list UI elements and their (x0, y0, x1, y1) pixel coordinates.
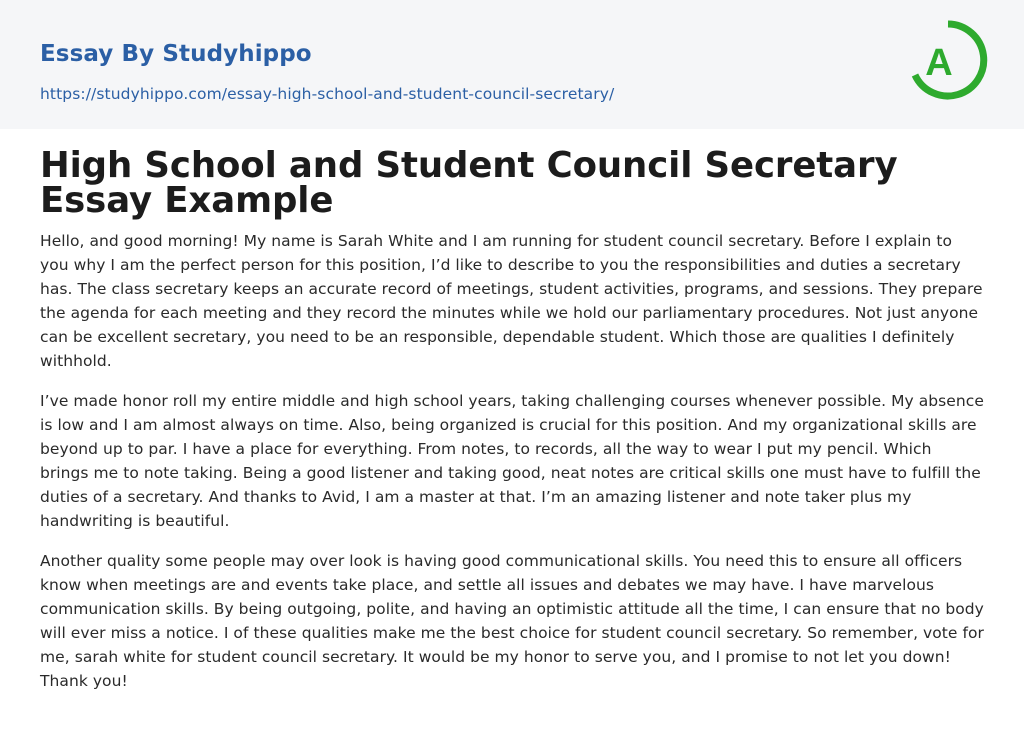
essay-paragraph-2: I’ve made honor roll my entire middle and high school years, taking challenging courses whenever possible. My absence is low and I am almost always on time. Also, being organized is crucial for this position. And my organizational skills are beyond up to par. I have a place for everything. From notes, to records, all the way to wear I put my pencil. Which brings me to note taking. Being a good listener and taking good, neat notes are critical skills one must have to fulfill the duties of a secretary. And thanks to Avid, I am a master at that. I’m an amazing listener and note taker plus my handwriting is beautiful. (40, 392, 984, 530)
article (0, 145, 1024, 693)
page-url-link[interactable]: https://studyhippo.com/essay-high-school-and-student-council-secretary/ (40, 85, 615, 103)
site-header (0, 0, 1024, 129)
essay-paragraph-1: Hello, and good morning! My name is Sarah White and I am running for student council secretary. Before I explain to you why I am the perfect person for this position, I’d like to describe to you the responsibilities and duties a secretary has. The class secretary keeps an accurate record of meetings, student activities, programs, and sessions. They prepare the agenda for each meeting and they record the minutes while we hold our parliamentary procedures. Not just anyone can be excellent secretary, you need to be an responsible, dependable student. Which those are qualities I definitely withhold. (40, 232, 983, 370)
page-title: High School and Student Council Secretary Essay Example (40, 145, 898, 221)
studyhippo-logo-icon[interactable] (908, 18, 988, 106)
site-title[interactable]: Essay By Studyhippo (40, 41, 312, 67)
logo-letter: A (925, 42, 953, 84)
essay-paragraph-3: Another quality some people may over look is having good communicational skills. You need this to ensure all officers know when meetings are and events take place, and settle all issues and debates we may have. I have marvelous communication skills. By being outgoing, polite, and having an optimistic attitude all the time, I can ensure that no body will ever miss a notice. I of these qualities make me the best choice for student council secretary. So remember, vote for me, sarah white for student council secretary. It would be my honor to serve you, and I promise to not let you down! Thank you! (40, 552, 984, 690)
